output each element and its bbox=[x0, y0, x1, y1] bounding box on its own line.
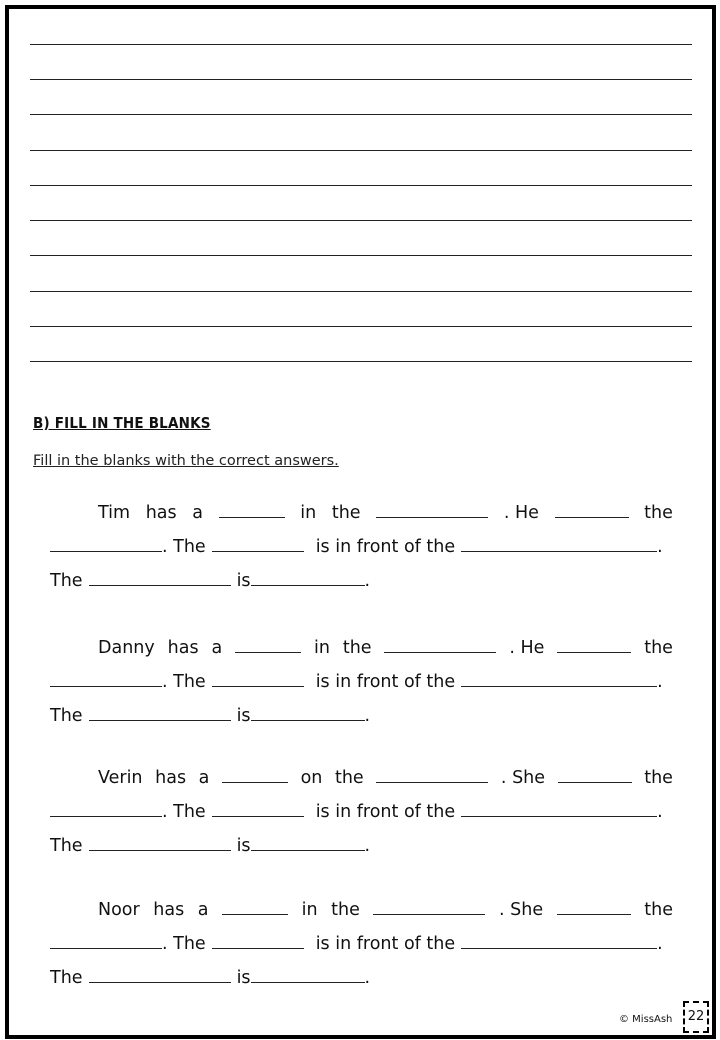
word: The bbox=[50, 571, 83, 591]
blank-object-2[interactable] bbox=[50, 551, 162, 552]
word: a bbox=[192, 503, 203, 523]
preposition: in bbox=[313, 638, 330, 658]
writing-line[interactable] bbox=[30, 291, 692, 292]
word: The bbox=[50, 968, 83, 988]
word: the bbox=[644, 503, 673, 523]
blank-subject[interactable] bbox=[212, 948, 304, 949]
fill-paragraph bbox=[50, 887, 673, 989]
word: is bbox=[236, 968, 251, 988]
character-name: Danny bbox=[98, 638, 155, 658]
blank-subject[interactable] bbox=[212, 686, 304, 687]
character-name: Noor bbox=[98, 900, 140, 920]
word: the bbox=[331, 900, 360, 920]
blank-subject[interactable] bbox=[212, 816, 304, 817]
blank-object[interactable] bbox=[222, 914, 288, 915]
word: has bbox=[153, 900, 185, 920]
blank-verb[interactable] bbox=[558, 782, 632, 783]
word: the bbox=[644, 900, 673, 920]
word: The bbox=[50, 836, 83, 856]
writing-line[interactable] bbox=[30, 326, 692, 327]
period: . bbox=[364, 706, 371, 726]
section-heading: B) FILL IN THE BLANKS bbox=[33, 414, 211, 432]
word: has bbox=[145, 503, 177, 523]
period: . bbox=[657, 802, 663, 822]
pronoun: She bbox=[512, 768, 546, 788]
pronoun: He bbox=[520, 638, 545, 658]
pronoun-group bbox=[504, 502, 539, 524]
writing-line[interactable] bbox=[30, 185, 692, 186]
blank-subject-2[interactable] bbox=[89, 720, 231, 721]
word: . The bbox=[162, 802, 206, 822]
writing-line[interactable] bbox=[30, 220, 692, 221]
blank-description[interactable] bbox=[251, 850, 365, 851]
blank-object-2[interactable] bbox=[50, 686, 162, 687]
pronoun: He bbox=[514, 503, 539, 523]
word: the bbox=[644, 768, 673, 788]
word: the bbox=[334, 768, 364, 788]
word: a bbox=[211, 638, 223, 658]
word: The bbox=[50, 706, 83, 726]
blank-verb[interactable] bbox=[557, 652, 631, 653]
writing-line[interactable] bbox=[30, 255, 692, 256]
fill-paragraph bbox=[50, 755, 673, 857]
preposition: on bbox=[300, 768, 323, 788]
period: . bbox=[364, 968, 371, 988]
word: is bbox=[236, 706, 251, 726]
word: the bbox=[644, 638, 673, 658]
fill-paragraph bbox=[50, 625, 673, 727]
pronoun: She bbox=[510, 900, 544, 920]
word: . The bbox=[162, 537, 206, 557]
blank-object-2[interactable] bbox=[50, 948, 162, 949]
blank-landmark[interactable] bbox=[461, 816, 657, 817]
blank-subject[interactable] bbox=[212, 551, 304, 552]
blank-subject-2[interactable] bbox=[89, 850, 231, 851]
period: . bbox=[509, 638, 515, 658]
period: . bbox=[657, 537, 663, 557]
blank-object[interactable] bbox=[219, 517, 285, 518]
word: is bbox=[236, 571, 251, 591]
period: . bbox=[364, 836, 371, 856]
blank-landmark[interactable] bbox=[461, 948, 657, 949]
blank-place[interactable] bbox=[376, 517, 488, 518]
period: . bbox=[499, 900, 505, 920]
word: . The bbox=[162, 672, 206, 692]
blank-description[interactable] bbox=[251, 982, 365, 983]
word: a bbox=[197, 900, 209, 920]
character-name: Verin bbox=[98, 768, 143, 788]
word: is in front of the bbox=[315, 672, 456, 692]
writing-line[interactable] bbox=[30, 150, 692, 151]
blank-object[interactable] bbox=[222, 782, 288, 783]
blank-verb[interactable] bbox=[555, 517, 629, 518]
preposition: in bbox=[300, 503, 317, 523]
blank-landmark[interactable] bbox=[461, 551, 657, 552]
blank-object[interactable] bbox=[235, 652, 301, 653]
word: is in front of the bbox=[315, 934, 456, 954]
pronoun-group bbox=[509, 637, 544, 659]
blank-place[interactable] bbox=[384, 652, 496, 653]
blank-verb[interactable] bbox=[557, 914, 631, 915]
pronoun-group bbox=[501, 767, 545, 789]
character-name: Tim bbox=[98, 503, 131, 523]
period: . bbox=[657, 672, 663, 692]
blank-subject-2[interactable] bbox=[89, 585, 231, 586]
word: a bbox=[198, 768, 210, 788]
word: is bbox=[236, 836, 251, 856]
word: the bbox=[342, 638, 372, 658]
word: has bbox=[155, 768, 187, 788]
blank-subject-2[interactable] bbox=[89, 982, 231, 983]
fill-paragraph bbox=[50, 490, 673, 592]
period: . bbox=[657, 934, 663, 954]
preposition: in bbox=[301, 900, 318, 920]
instruction-text: Fill in the blanks with the correct answers. bbox=[33, 453, 339, 469]
writing-line[interactable] bbox=[30, 114, 692, 115]
period: . bbox=[500, 768, 507, 788]
word: . The bbox=[162, 934, 206, 954]
pronoun-group bbox=[499, 899, 543, 921]
period: . bbox=[503, 503, 510, 523]
writing-line[interactable] bbox=[30, 44, 692, 45]
word: is in front of the bbox=[315, 537, 456, 557]
blank-description[interactable] bbox=[251, 585, 365, 586]
blank-landmark[interactable] bbox=[461, 686, 657, 687]
word: has bbox=[167, 638, 199, 658]
copyright-text: © MissAsh bbox=[619, 1014, 673, 1025]
writing-line[interactable] bbox=[30, 361, 692, 362]
period: . bbox=[364, 571, 371, 591]
blank-place[interactable] bbox=[373, 914, 485, 915]
word: the bbox=[331, 503, 361, 523]
blank-description[interactable] bbox=[251, 720, 365, 721]
page-number: 22 bbox=[683, 1001, 709, 1033]
word: is in front of the bbox=[315, 802, 456, 822]
blank-object-2[interactable] bbox=[50, 816, 162, 817]
blank-place[interactable] bbox=[376, 782, 488, 783]
writing-line[interactable] bbox=[30, 79, 692, 80]
